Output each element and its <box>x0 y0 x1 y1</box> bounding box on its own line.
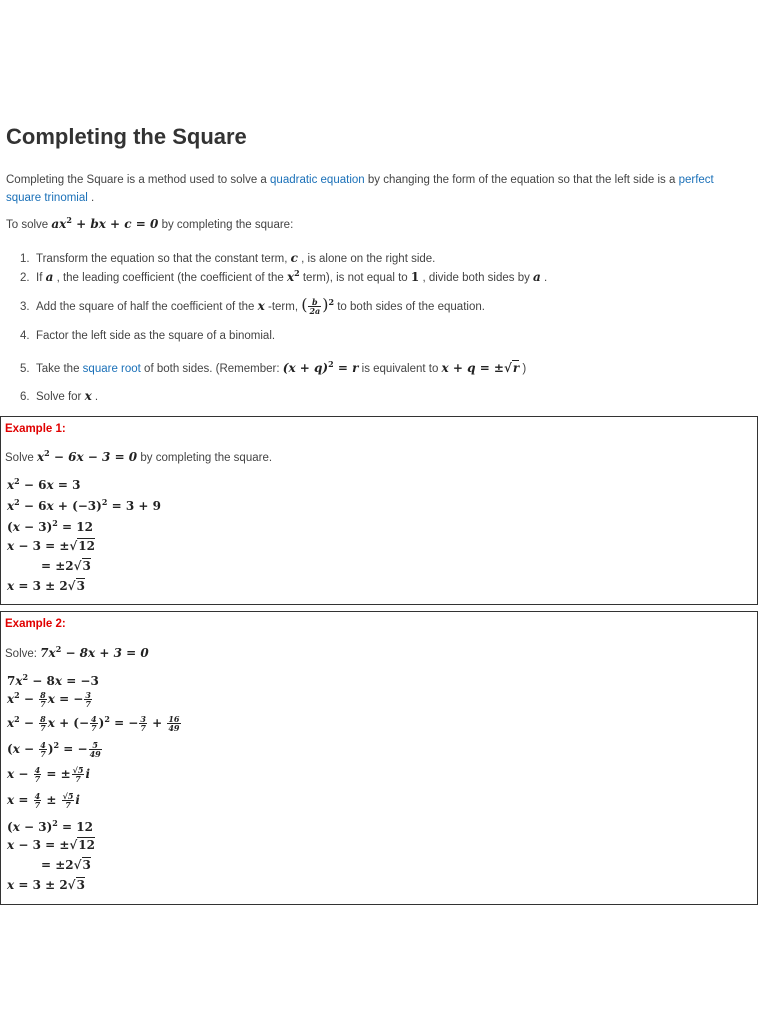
equation-line: $x^2$ − $\frac{8}{7}$ x = − $\frac{3}{7}$ <box>7 690 91 709</box>
intro-text: Completing the Square is a method used to solve a <box>6 174 271 186</box>
example-2-box <box>0 611 758 905</box>
list-item: 2. If a , the leading coefficient (the coefficient of the $x^2$ term), is not equal to 1 , divide both sides by a . <box>20 268 548 284</box>
equation-line: x = 3 ± 2√3 <box>7 579 85 593</box>
equation-line: x − $\frac{4}{7}$ = ± $\frac{√5}{7}$ i <box>7 765 91 784</box>
perfect-square-trinomial-link[interactable]: perfect square trinomial <box>6 174 714 204</box>
equation-line: x − 3 = ±√12 <box>7 539 95 553</box>
equation-line: $x^2 - 6x + (-3)^2 = 3 + 9$ <box>7 497 161 513</box>
equation-line: $7x^2 - 8x = -3$ <box>7 672 99 688</box>
quadratic-equation-link[interactable]: quadratic equation <box>270 174 365 186</box>
example-2-prompt: Solve: $7x^2 - 8x + 3 = 0$ <box>5 644 149 660</box>
intro-text: by changing the form of the equation so that the left side is a <box>364 174 679 186</box>
equation-line: $x^2 - 6x = 3$ <box>7 476 81 492</box>
intro-paragraph <box>6 171 764 207</box>
example-1-prompt: Solve $x^2 - 6x - 3 = 0$ by completing the square. <box>5 448 273 464</box>
example-1-box <box>0 416 758 605</box>
example-2-label: Example 2: <box>5 618 66 630</box>
equation-line: $(x - 3)^2 = 12$ <box>7 818 93 834</box>
list-item: 1. Transform the equation so that the constant term, c , is alone on the right side. <box>20 251 436 265</box>
list-item: 6. Solve for x . <box>20 389 99 403</box>
solve-instruction: To solve $ax^2$ + bx + c = 0 by completing the square: <box>6 215 294 231</box>
list-item: 3. Add the square of half the coefficient of the x -term, ( $\frac{b}{2a}$ )$^2$ to both sides of the equation. <box>20 295 485 317</box>
intro-text: . <box>87 192 95 204</box>
list-item: 5. Take the square root of both sides. (Remember: $(x + q)^2 = r$ is equivalent to x + q = ±√r ) <box>20 359 527 375</box>
general-quadratic-equation: $ax^2$ + bx + c = 0 <box>51 215 159 231</box>
square-root-link[interactable]: square root <box>82 363 141 375</box>
equation-line: x = $\frac{4}{7}$ ± $\frac{√5}{7}$ i <box>7 791 80 810</box>
equation-line: (x − $\frac{4}{7}$ )$^2$ = − $\frac{5}{49}$ <box>7 740 101 759</box>
list-item: 4. Factor the left side as the square of a binomial. <box>20 330 276 342</box>
equation-line: $x^2$ − $\frac{8}{7}$ x + (− $\frac{4}{7}$ )$^2$ = − $\frac{3}{7}$ + $\frac{16}{49}$ <box>7 714 180 733</box>
equation-line: = ±2√3 <box>41 559 91 573</box>
equation-line: = ±2√3 <box>41 858 91 872</box>
equation-line: x = 3 ± 2√3 <box>7 878 85 892</box>
example-1-label: Example 1: <box>5 423 66 435</box>
equation-line: x − 3 = ±√12 <box>7 838 95 852</box>
page-content <box>6 124 764 235</box>
page-title: Completing the Square <box>6 124 247 149</box>
equation-line: $(x - 3)^2 = 12$ <box>7 518 93 534</box>
